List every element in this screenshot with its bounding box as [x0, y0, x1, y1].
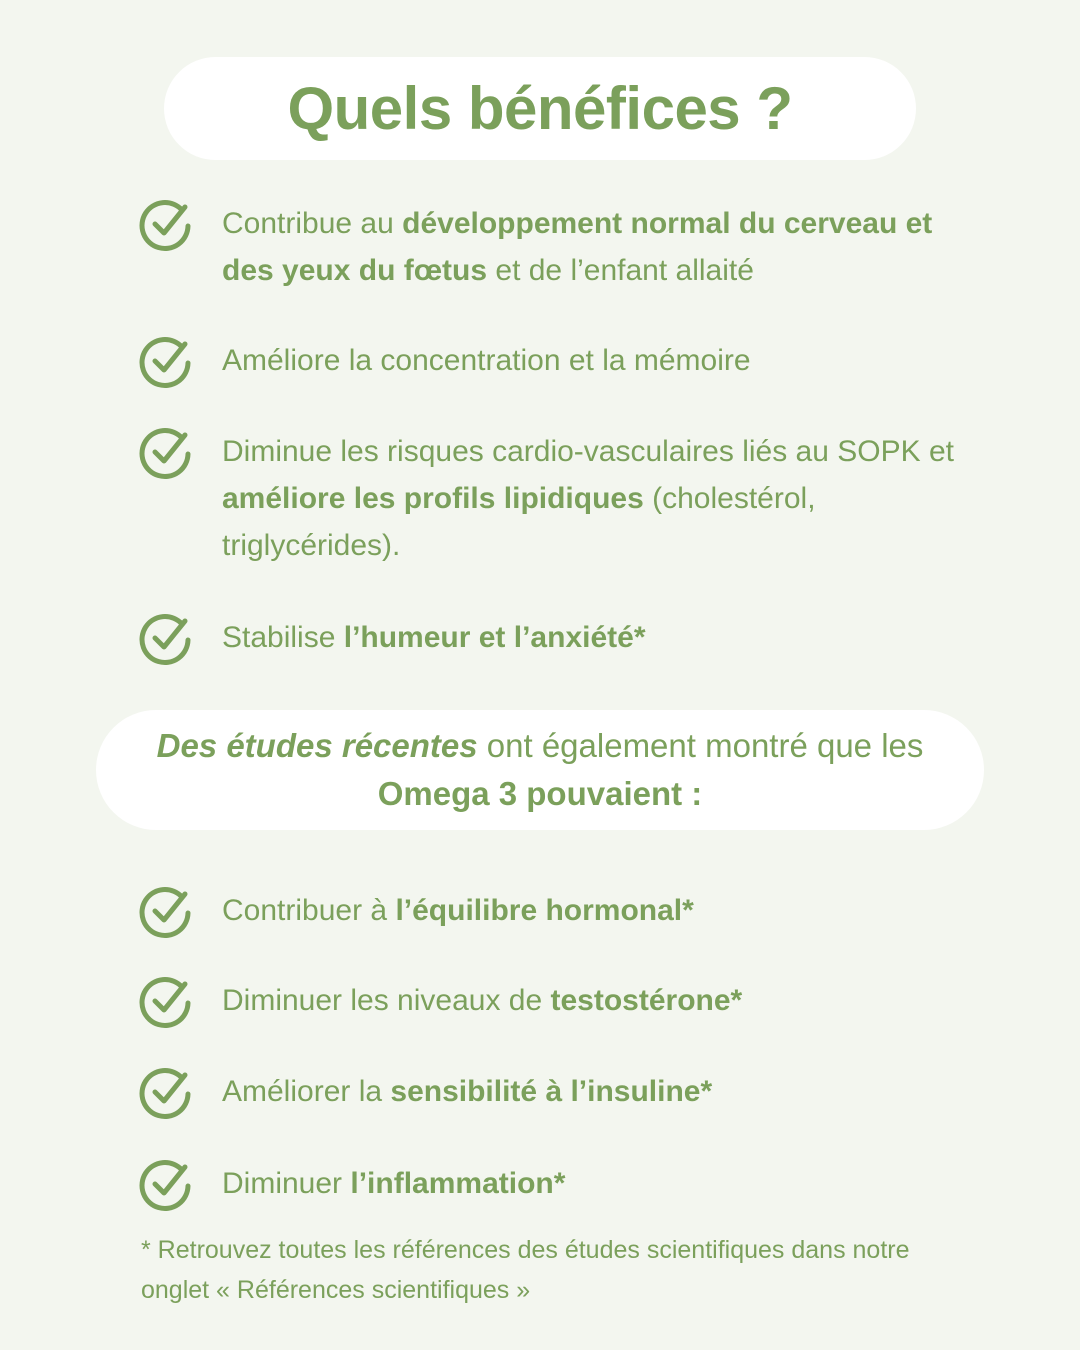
check-circle-icon	[138, 610, 194, 666]
benefit-item	[138, 337, 998, 389]
benefit-text	[222, 428, 982, 569]
benefit-text-bold: l’inflammation*	[350, 1167, 566, 1200]
check-circle-icon	[138, 1156, 194, 1212]
benefit-text-segment: Diminuer	[222, 1167, 351, 1200]
benefit-text-segment: Stabilise	[222, 621, 344, 654]
benefit-text-bold: sensibilité à l’insuline*	[390, 1075, 713, 1108]
benefit-item	[138, 614, 998, 666]
studies-heading-segment: Omega 3 pouvaient :	[377, 775, 703, 812]
benefit-text-segment: Améliorer la	[222, 1075, 391, 1108]
benefit-text-bold: testostérone*	[550, 984, 743, 1017]
check-circle-icon	[138, 1064, 194, 1120]
benefit-text	[222, 614, 646, 661]
check-circle-icon	[138, 973, 194, 1029]
studies-heading	[130, 722, 950, 818]
footnote: * Retrouvez toutes les références des études scientifiques dans notre onglet « Références scientifiques »	[141, 1236, 910, 1304]
benefit-item	[138, 887, 998, 939]
benefit-item	[138, 428, 998, 569]
benefit-text-bold: développement normal du cerveau et des yeux du fœtus	[222, 207, 933, 287]
benefit-text-segment: et de l’enfant allaité	[487, 254, 754, 287]
studies-banner	[96, 710, 984, 830]
benefit-text-bold: améliore les profils lipidiques	[222, 482, 644, 515]
benefit-text-segment: Contribuer à	[222, 894, 396, 927]
benefit-text-bold: l’humeur et l’anxiété*	[343, 621, 646, 654]
benefit-item	[138, 977, 998, 1029]
benefit-text-segment: Améliore la concentration et la mémoire	[222, 344, 751, 377]
check-circle-icon	[138, 424, 194, 480]
benefit-text-segment: Diminue les risques cardio-vasculaires liés au SOPK et	[222, 435, 954, 468]
benefit-text	[222, 337, 751, 384]
benefit-item	[138, 1068, 998, 1120]
studies-heading-segment: Des études récentes	[156, 727, 478, 764]
benefit-text-segment: (cholestérol, triglycérides).	[222, 482, 816, 562]
check-circle-icon	[138, 883, 194, 939]
benefit-text-segment: Diminuer les niveaux de	[222, 984, 551, 1017]
check-circle-icon	[138, 196, 194, 252]
benefit-text-segment: Contribue au	[222, 207, 403, 240]
benefit-text-bold: l’équilibre hormonal*	[395, 894, 694, 927]
benefit-text	[222, 200, 942, 294]
studies-heading-segment: ont également montré que les	[477, 727, 924, 764]
benefit-item	[138, 200, 998, 294]
benefit-text	[222, 977, 742, 1024]
benefit-item	[138, 1160, 998, 1212]
check-circle-icon	[138, 333, 194, 389]
benefit-text	[222, 1160, 565, 1207]
benefit-text	[222, 1068, 712, 1115]
benefit-text	[222, 887, 694, 934]
title-banner	[164, 57, 916, 160]
page-title: Quels bénéfices ?	[287, 75, 793, 142]
